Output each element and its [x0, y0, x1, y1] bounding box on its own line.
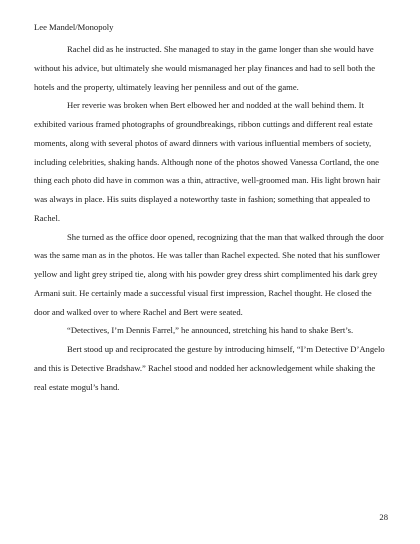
running-header: Lee Mandel/Monopoly — [34, 22, 114, 32]
body-text — [34, 40, 386, 396]
paragraph: She turned as the office door opened, recognizing that the man that walked through the door was the same man as in the photos. He was taller than Rachel expected. She noted that his sunflower yellow and light grey striped tie, along with his powder grey dress shirt complimented his dark grey Armani suit. He certainly made a successful visual first impression, Rachel thought. He closed the door and walked over to where Rachel and Bert were seated. — [34, 231, 384, 317]
paragraph: Rachel did as he instructed. She managed to stay in the game longer than she would have without his advice, but ultimately she would mismanaged her play finances and had to sell both the hotels and the property, ultimately leaving her penniless and out of the game. — [34, 44, 376, 92]
paragraph: Bert stood up and reciprocated the gesture by introducing himself, “I’m Detective D’Angelo and this is Detective Bradshaw.” Rachel stood and nodded her acknowledgement while shaking the real estate mogul’s hand. — [34, 344, 385, 392]
paragraph: Her reverie was broken when Bert elbowed her and nodded at the wall behind them. It exhibited various framed photographs of groundbreakings, ribbon cuttings and different real estate moments, along with several photos of award dinners with various influential members of society, including celebrities, shaking hands. Although none of the photos showed Vanessa Cortland, the one thing each photo did have in common was a thin, attractive, well-groomed man. His light brown hair was always in place. His suits displayed a noteworthy taste in fashion; something that appealed to Rachel. — [34, 100, 381, 223]
page-number: 28 — [379, 512, 388, 522]
paragraph: “Detectives, I’m Dennis Farrel,” he announced, stretching his hand to shake Bert’s. — [67, 325, 354, 336]
